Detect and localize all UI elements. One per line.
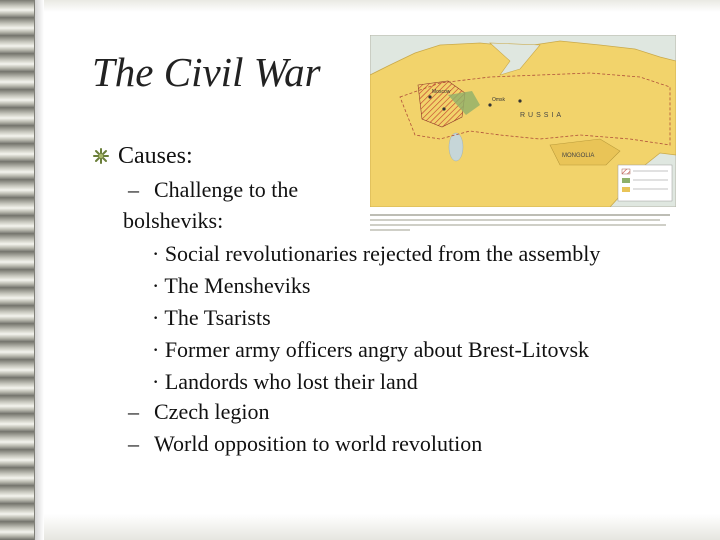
slide-title: The Civil War bbox=[92, 49, 321, 95]
czech-legion-item bbox=[128, 398, 269, 426]
map-label-mongolia: MONGOLIA bbox=[562, 153, 595, 159]
sub-item-social-revolutionaries: · Social revolutionaries rejected from the assembly bbox=[152, 241, 601, 266]
world-opposition-item bbox=[128, 430, 482, 458]
challenge-line2: bolsheviks: bbox=[123, 208, 224, 233]
page-edge-top bbox=[44, 0, 720, 12]
dash: – bbox=[128, 431, 139, 456]
dash: – bbox=[128, 177, 139, 202]
challenge-item bbox=[128, 176, 298, 204]
map-label-omsk: Omsk bbox=[492, 97, 506, 103]
causes-heading: Causes: bbox=[118, 143, 193, 169]
sub-item-mensheviks: · The Mensheviks bbox=[152, 273, 311, 298]
map-caption bbox=[370, 212, 676, 231]
map-label-russia: RUSSIA bbox=[520, 112, 565, 119]
page-edge-bottom bbox=[44, 514, 720, 540]
world-opposition-label: World opposition to world revolution bbox=[154, 431, 483, 456]
asterisk-star-icon bbox=[93, 148, 109, 164]
binding-shadow bbox=[34, 0, 44, 540]
sub-item-landlords: · Landords who lost their land bbox=[152, 369, 418, 394]
challenge-line1: Challenge to the bbox=[154, 177, 299, 202]
sub-item-tsarists: · The Tsarists bbox=[152, 305, 271, 330]
dash: – bbox=[128, 399, 139, 424]
slide-binding bbox=[0, 0, 35, 540]
sub-item-army-officers: · Former army officers angry about Brest-Litovsk bbox=[152, 337, 590, 362]
map-label-moscow: Moscow bbox=[432, 89, 451, 95]
czech-legion-label: Czech legion bbox=[154, 399, 270, 424]
civil-war-map bbox=[370, 35, 676, 207]
